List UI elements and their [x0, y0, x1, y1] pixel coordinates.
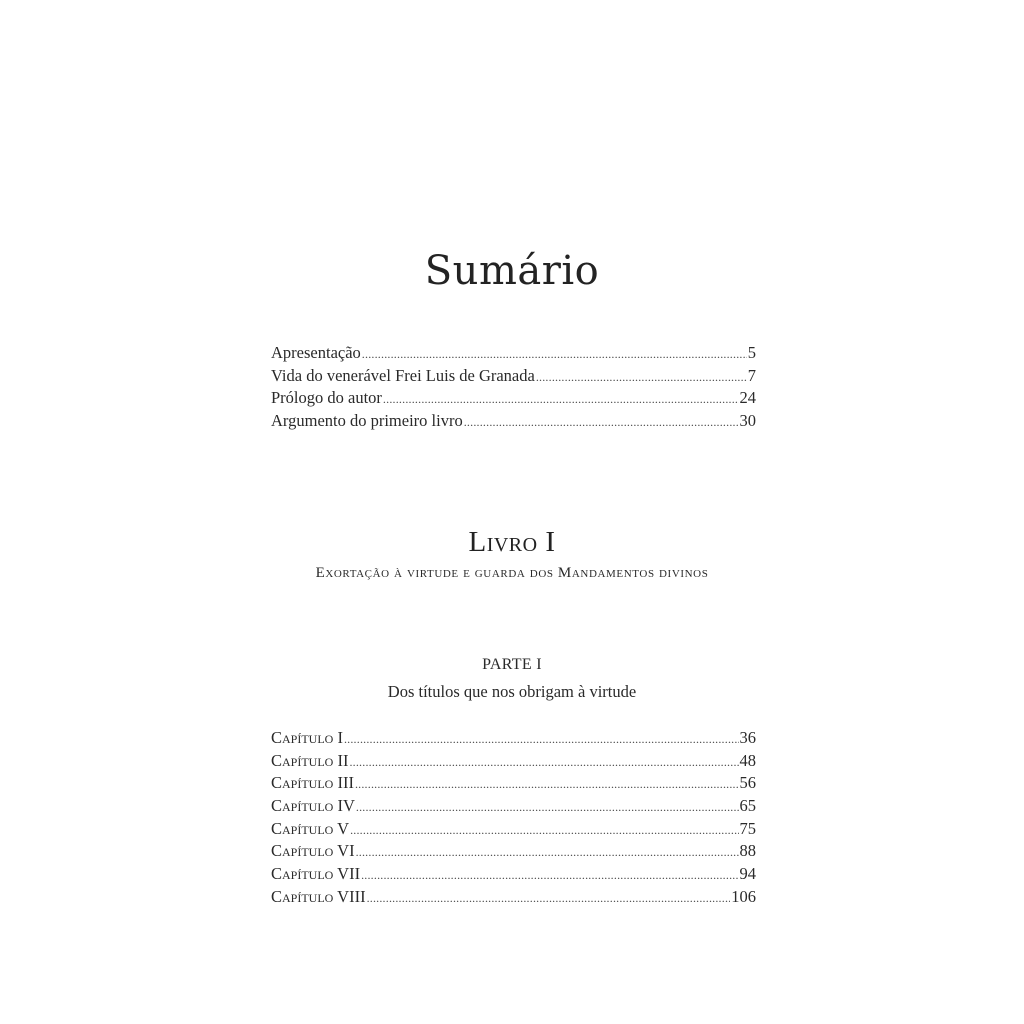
toc-entry-label: Argumento do primeiro livro — [271, 411, 463, 431]
toc-entry-page: 30 — [739, 411, 756, 431]
chapter-page: 88 — [739, 841, 756, 861]
dot-leader — [361, 864, 738, 887]
dot-leader — [349, 751, 738, 774]
toc-entry — [271, 840, 756, 863]
chapter-label: Capítulo VIII — [271, 886, 366, 906]
toc-entry-page: 5 — [747, 343, 756, 362]
chapter-page: 48 — [739, 750, 756, 770]
toc-entry — [271, 365, 756, 388]
book-heading: Livro I — [468, 526, 556, 558]
toc-entry — [271, 750, 756, 773]
chapter-label: Capítulo VII — [271, 864, 361, 884]
toc-entry — [271, 387, 756, 410]
dot-leader — [367, 887, 731, 910]
chapter-page: 106 — [731, 886, 756, 906]
toc-entry — [271, 818, 756, 841]
toc-entry-label: Vida do venerável Frei Luis de Granada — [271, 365, 535, 385]
toc-entry-page: 24 — [739, 388, 756, 408]
chapter-label: Capítulo III — [271, 773, 354, 793]
dot-leader — [356, 841, 739, 864]
dot-leader — [362, 343, 747, 366]
chapter-page: 56 — [739, 773, 756, 793]
page-title: Sumário — [424, 248, 600, 294]
chapter-page: 94 — [739, 864, 756, 884]
toc-entry — [271, 863, 756, 886]
toc-entry — [271, 410, 756, 433]
toc-entry-label: Apresentação — [271, 343, 361, 362]
front-matter-toc — [271, 342, 756, 433]
part-subtitle: Dos títulos que nos obrigam à virtude — [387, 682, 637, 701]
toc-entry — [271, 342, 756, 365]
chapter-label: Capítulo V — [271, 818, 350, 838]
chapter-page: 65 — [739, 796, 756, 816]
chapter-label: Capítulo II — [271, 750, 349, 770]
toc-entry — [271, 795, 756, 818]
dot-leader — [536, 366, 747, 389]
book-subtitle: Exortação à virtude e guarda dos Mandamentos divinos — [315, 565, 709, 581]
toc-entry-label: Prólogo do autor — [271, 388, 382, 408]
part-heading: PARTE I — [482, 656, 542, 673]
chapter-page: 36 — [739, 728, 756, 747]
chapter-label: Capítulo IV — [271, 796, 355, 816]
toc-entry — [271, 772, 756, 795]
dot-leader — [356, 796, 739, 819]
toc-entry — [271, 727, 756, 750]
toc-entry-page: 7 — [747, 365, 756, 385]
dot-leader — [344, 728, 739, 751]
toc-entry — [271, 886, 756, 909]
dot-leader — [383, 388, 739, 411]
chapter-label: Capítulo VI — [271, 841, 355, 861]
chapters-toc — [271, 727, 756, 909]
chapter-page: 75 — [739, 818, 756, 838]
chapter-label: Capítulo I — [271, 728, 343, 747]
dot-leader — [350, 819, 738, 842]
dot-leader — [355, 773, 739, 796]
dot-leader — [464, 411, 739, 434]
